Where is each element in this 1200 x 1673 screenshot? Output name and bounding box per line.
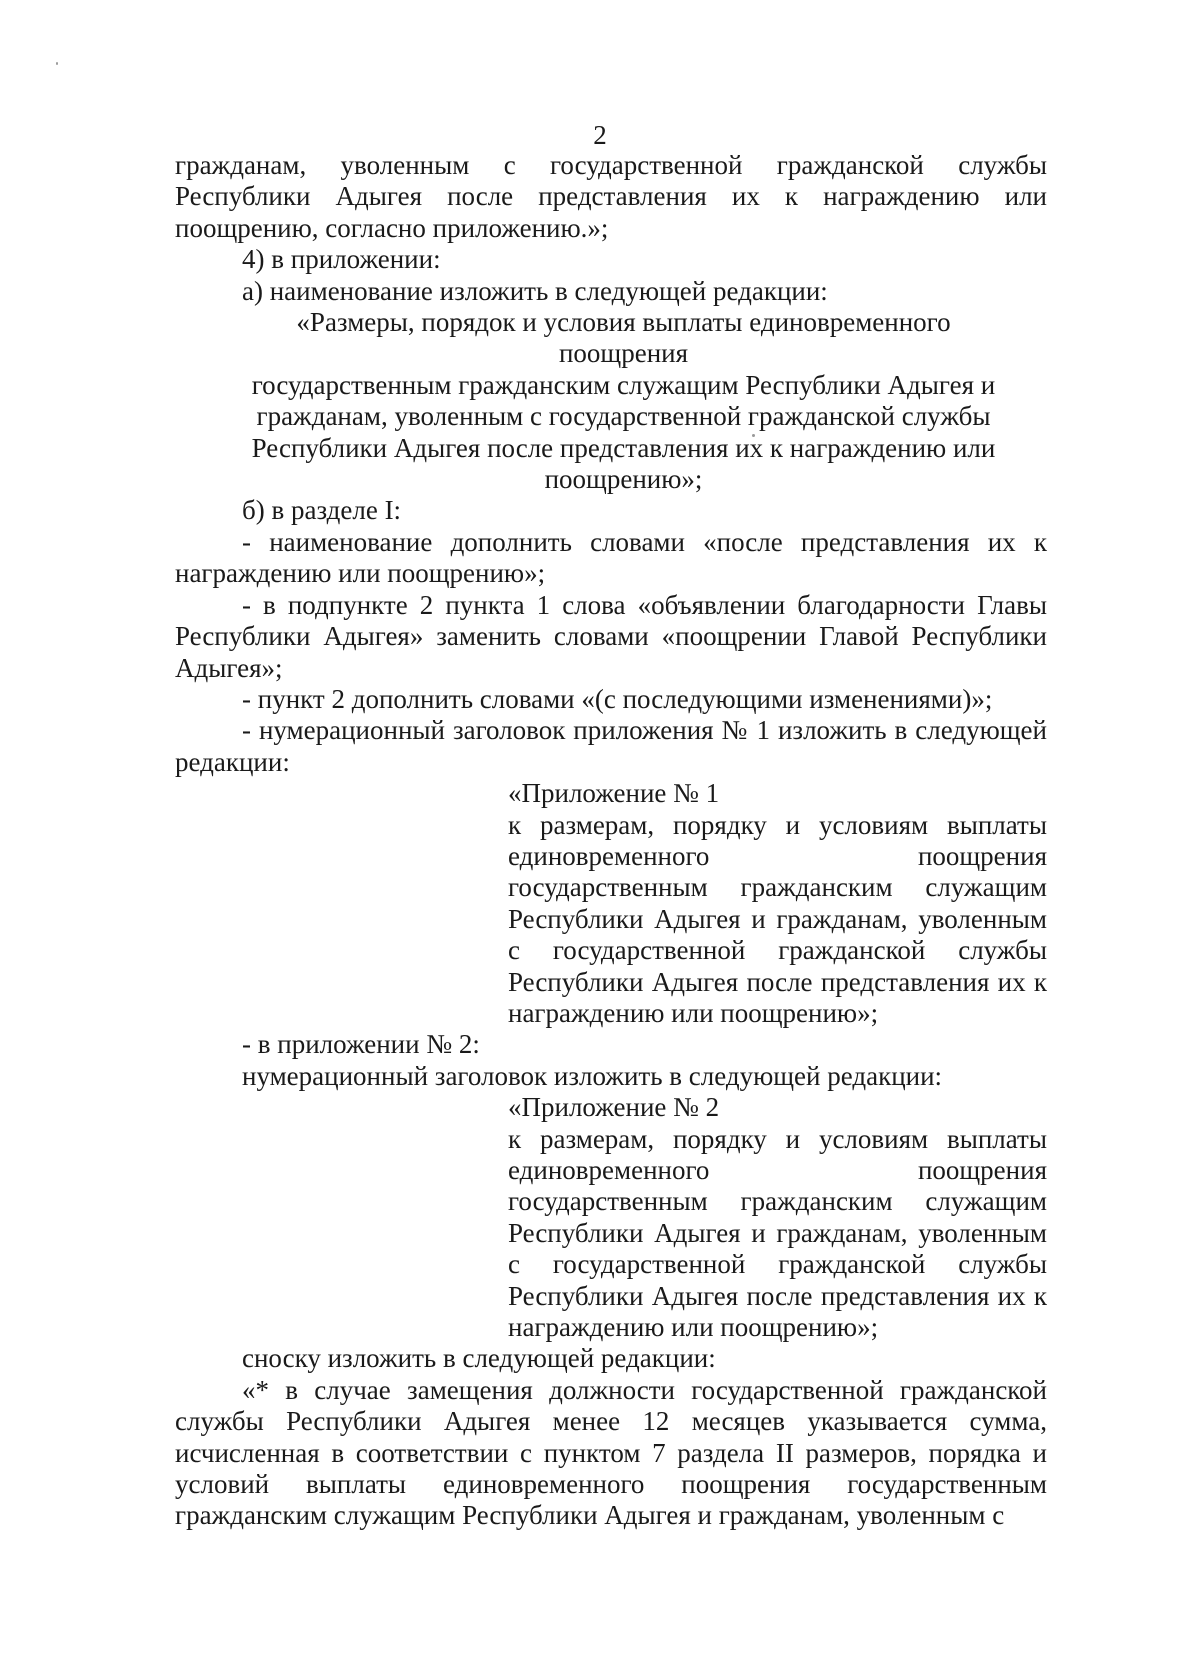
paragraph-instruction: нумерационный заголовок изложить в следующей редакции: [242, 1060, 943, 1091]
paragraph-footnote-instruction: сноску изложить в следующей редакции: [242, 1343, 716, 1374]
paragraph-item-a: а) наименование изложить в следующей редакции: [242, 275, 828, 306]
appendix-title-block [240, 307, 1007, 495]
appendix-2-body: к размерам, порядку и условиям выплаты единовременного поощрения государственным гражданским служащим Республики Адыгея и гражданам, уволенным с государственной гражданской службы Республики Адыгея после представления их к награждению или поощрению»; [508, 1123, 1047, 1343]
paragraph-continuation: гражданам, уволенным с государственной гражданской службы Республики Адыгея после представления их к награждению или поощрению, согласно приложению.»; [175, 150, 1047, 243]
paragraph-dash-2: - в подпункте 2 пункта 1 слова «объявлении благодарности Главы Республики Адыгея» заменить словами «поощрении Главой Республики Адыгея»; [175, 589, 1047, 683]
paragraph-dash-1: - наименование дополнить словами «после представления их к награждению или поощрению»; [175, 526, 1047, 589]
appendix-1-header [508, 778, 1047, 1029]
scan-speck [56, 62, 58, 65]
paragraph-dash-4: - нумерационный заголовок приложения № 1 изложить в следующей редакции: [175, 715, 1047, 777]
appendix-2-title: «Приложение № 2 [508, 1092, 720, 1123]
paragraph-dash-3: - пункт 2 дополнить словами «(с последующими изменениями)»; [242, 683, 993, 714]
paragraph-item-4: 4) в приложении: [242, 244, 441, 275]
appendix-2-header [508, 1092, 1047, 1343]
appendix-1-body: к размерам, порядку и условиям выплаты единовременного поощрения государственным гражданским служащим Республики Адыгея и гражданам, уволенным с государственной гражданской службы Республики Адыгея после представления их к награждению или поощрению»; [508, 809, 1047, 1028]
title-line: поощрению»; [544, 464, 703, 495]
document-body [175, 150, 1047, 1532]
title-line: гражданам, уволенным с государственной гражданской службы [256, 401, 991, 432]
page-number: 2 [593, 120, 607, 150]
paragraph-dash-5: - в приложении № 2: [242, 1029, 480, 1060]
appendix-1-title: «Приложение № 1 [508, 778, 720, 809]
title-line: Республики Адыгея после представления их к награждению или [251, 432, 996, 463]
paragraph-item-b: б) в разделе I: [242, 495, 402, 526]
paragraph-footnote-text: «* в случае замещения должности государственной гражданской службы Республики Адыгея менее 12 месяцев указывается сумма, исчисленная в соответствии с пунктом 7 раздела II размеров, порядка и условий выплаты единовременного поощрения государственным гражданским служащим Республики Адыгея и гражданам, уволенным с [175, 1374, 1047, 1531]
title-line: «Размеры, порядок и условия выплаты единовременного поощрения [296, 307, 951, 369]
title-line: государственным гражданским служащим Республики Адыгея и [251, 369, 996, 400]
